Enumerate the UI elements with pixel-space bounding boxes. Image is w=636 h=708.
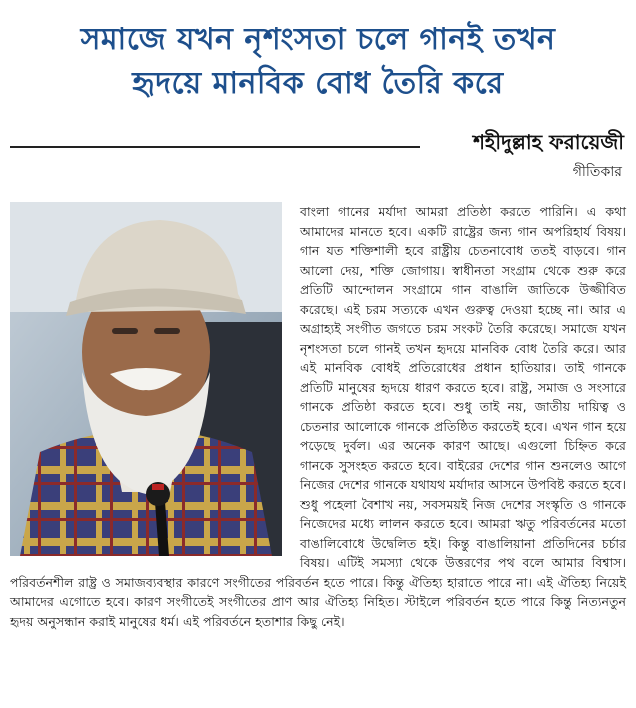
byline-divider	[10, 146, 420, 148]
author-name: শহীদুল্লাহ ফরায়েজী	[473, 130, 624, 154]
article-headline	[14, 18, 622, 106]
article-body	[10, 202, 626, 702]
headline-line-1: সমাজে যখন নৃশংসতা চলে গানই তখন	[80, 22, 556, 57]
headline-line-2: হৃদয়ে মানবিক বোধ তৈরি করে	[132, 66, 504, 101]
body-text: বাংলা গানের মর্যাদা আমরা প্রতিষ্ঠা করতে পারিনি। এ কথা আমাদের মানতে হবে। একটি রাষ্ট্রের জন্য গান অপরিহার্য বিষয়। গান যত শক্তিশালী হবে রাষ্ট্রীয় চেতনাবোধ ততই বাড়বে। গান আলো দেয়, শক্তি জোগায়। স্বাধীনতা সংগ্রাম থেকে শুরু করে প্রতিটি আন্দোলন সংগ্রামে গান বাঙালি জাতিকে উজ্জীবিত করেছে। এই চরম সত্যকে এখন গুরুত্ব দেওয়া হচ্ছে না। আর এ অগ্রাহ্যই সংগীত জগতে চরম সংকট তৈরি করেছে। সমাজে যখন নৃশংসতা চলে গানই তখন হৃদয়ে মানবিক বোধ তৈরি করে। আর এই মানবিক বোধই প্রতিরোধের প্রধান হাতিয়ার। তাই গানকে প্রতিটি মানুষের হৃদয়ে ধারণ করতে হবে। রাষ্ট্র, সমাজ ও সংসারে গানকে প্রতিষ্ঠা করতে হবে। শুধু তাই নয়, জাতীয় দায়িত্ব ও চেতনার আলোকে গানকে প্রতিষ্ঠিত করতেই হবে। এখন গান হয়ে পড়েছে দুর্বল। এর অনেক কারণ আছে। এগুলো চিহ্নিত করে গানকে সুসংহত করতে হবে। বাইরের দেশের গান শুনলেও আগে নিজের দেশের গানকে যথাযথ মর্যাদার আসনে উপবিষ্ট করতে হবে। শুধু পহেলা বৈশাখ নয়, সবসময়ই নিজ দেশের সংস্কৃতি ও গানকে নিজেদের মধ্যে লালন করতে হবে। আমরা ঋতু পরিবর্তনের মতো বাঙালিবোধে উদ্বেলিত হই। কিন্তু বাঙালিয়ানা প্রতিদিনের চর্চার বিষয়। এটিই সমস্যা থেকে উত্তরণের পথ বলে আমার বিশ্বাস। পরিবর্তনশীল রাষ্ট্র ও সমাজব্যবস্থার কারণে সংগীতের পরিবর্তন হতে পারে। কিন্তু ঐতিহ্য হারাতে পারে না। এই ঐতিহ্য নিয়েই আমাদের এগোতে হবে। কারণ সংগীতেই সংগীতের প্রাণ আর ঐতিহ্য নিহিত। স্টাইলে পরিবর্তন হতে পারে কিন্তু নিত্যনতুন হৃদয় অনুসন্ধান করাই মানুষের ধর্ম। এই পরিবর্তনে হতাশার কিছু নেই।	[10, 204, 626, 629]
author-role: গীতিকার	[572, 164, 622, 180]
photo-spacer	[10, 202, 292, 558]
